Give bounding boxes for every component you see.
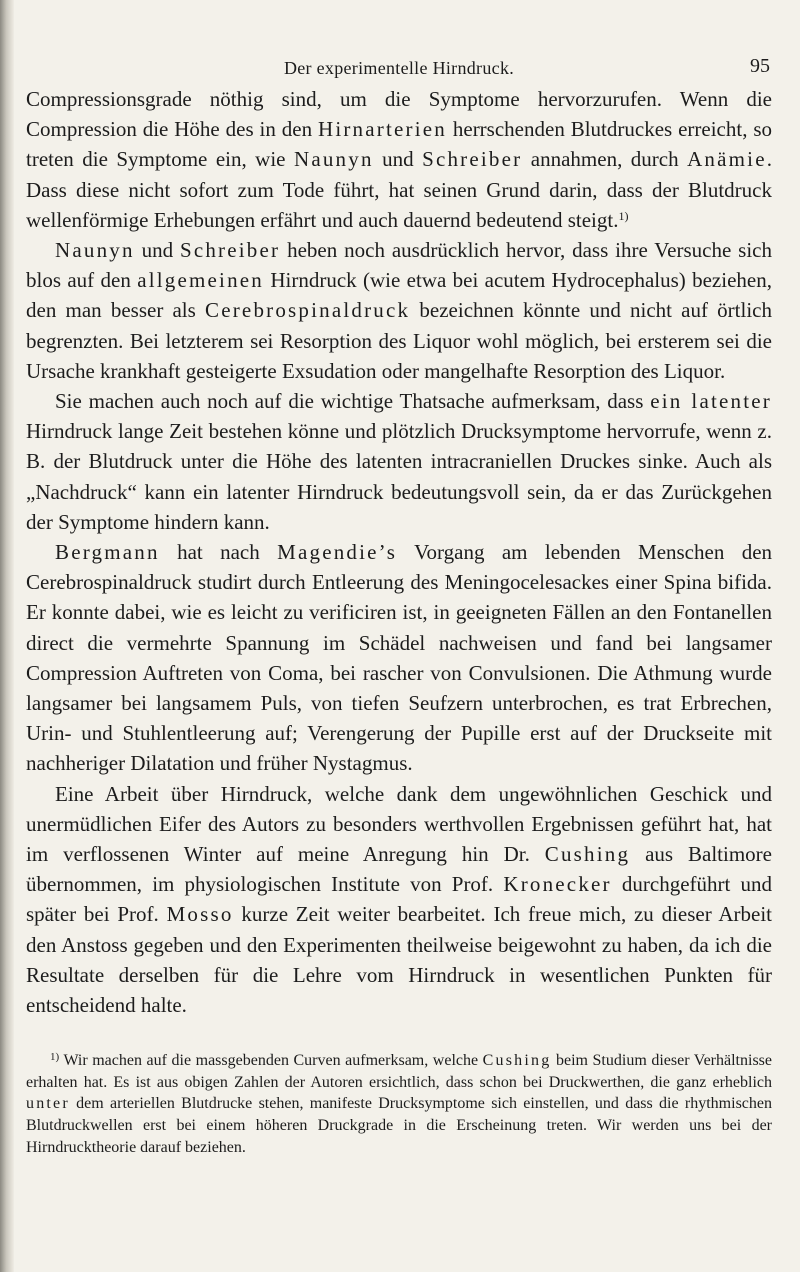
page-header <box>26 0 772 84</box>
spaced-name: Hirnarterien <box>317 117 447 142</box>
text-run: Wir machen auf die massgebenden Curven aufmerksam, welche <box>59 1052 483 1070</box>
text-run: Hirndruck (wie etwa bei acutem Hydrocephalus) beziehen, den man besser als <box>26 268 772 323</box>
text-run: Vorgang am lebenden Menschen den Cerebrospinaldruck studirt durch Entleerung des Meningocelesackes einer Spina bifida. Er konnte dabei, wie es leicht zu verificiren ist, in geeigneten Fällen an den Fontanellen direct die vermehrte Spannung im Schädel nachweisen und fand bei langsamer Compression Auftreten von Coma, bei rascher von Convulsionen. Die Athmung wurde langsamer bei langsamem Puls, von tiefen Seufzern unterbrochen, es trat Erbrechen, Urin- und Stuhlentleerung auf; Verengerung der Pupille erst auf der Druckseite mit nachheriger Dilatation und früher Nystagmus. <box>26 540 773 776</box>
body-text <box>26 84 772 1020</box>
text-run: durchgeführt und später bei Prof. <box>26 872 772 927</box>
footnote-marker: 1) <box>618 208 629 223</box>
running-title: Der experimentelle Hirndruck. <box>283 58 515 78</box>
spaced-name: ein latenter <box>650 389 772 414</box>
spaced-name: Cushing <box>482 1052 552 1070</box>
spaced-name: Cushing <box>544 842 631 867</box>
spaced-name: Cerebrospinaldruck <box>205 298 411 323</box>
spaced-name: Kronecker <box>503 872 612 897</box>
text-run: und <box>134 238 180 263</box>
text-run: Hirndruck lange Zeit bestehen könne und plötzlich Drucksymptome hervorrufe, wenn z. B. der Blutdruck unter die Höhe des latenten intracraniellen Druckes sinke. Auch als „Nachdruck“ kann ein latenter Hirndruck bedeutungsvoll sein, da er das Zurückgehen der Symptome hindern kann. <box>26 419 772 534</box>
footnote <box>26 1050 772 1158</box>
spaced-name: unter <box>26 1095 70 1113</box>
spaced-name: Schreiber <box>179 238 281 263</box>
text-run: beim Studium dieser Verhältnisse erhalten hat. Es ist aus obigen Zahlen der Autoren ersichtlich, dass schon bei Druckwerthen, die ganz erheblich <box>26 1052 773 1091</box>
text-run: annahmen, durch <box>522 147 688 172</box>
paragraph <box>26 386 772 537</box>
binding-edge-shadow <box>0 0 14 1272</box>
spaced-name: Anämie <box>687 147 767 172</box>
text-run: . Dass diese nicht sofort zum Tode führt, hat seinen Grund darin, dass der Blutdruck wellenförmige Erhebungen erfährt und auch dauernd bedeutend steigt. <box>26 147 772 232</box>
text-run: bezeichnen könnte und nicht auf örtlich begrenzten. Bei letzterem sei Resorption des Liquor wohl möglich, bei ersterem sei die Ursache krankhaft gesteigerte Exsudation oder mangelhafte Resorption des Liquor. <box>26 298 772 383</box>
text-run: und <box>373 147 423 172</box>
spaced-name: Magendie’s <box>277 540 398 565</box>
text-run: dem arteriellen Blutdrucke stehen, manifeste Drucksymptome sich einstellen, und dass die rhythmischen Blutdruckwellen erst bei einem höheren Druckgrade in die Erscheinung treten. Wir werden uns bei der Hirndrucktheorie darauf beziehen. <box>26 1095 772 1156</box>
spaced-name: allgemeinen <box>137 268 265 293</box>
paragraph <box>26 84 772 235</box>
text-run: hat nach <box>159 540 278 565</box>
text-run: Sie machen auch noch auf die wichtige Thatsache aufmerksam, dass <box>55 389 651 414</box>
text-run: Compressionsgrade nöthig sind, um die Symptome hervorzurufen. Wenn die Compression die Höhe des in den <box>26 87 772 142</box>
text-run: herrschenden Blutdruckes erreicht, so treten die Symptome ein, wie <box>26 117 773 172</box>
page-number: 95 <box>750 55 770 77</box>
spaced-name: Schreiber <box>422 147 523 172</box>
spaced-name: Bergmann <box>55 540 160 565</box>
text-run: aus Baltimore übernommen, im physiologischen Institute von Prof. <box>26 842 772 897</box>
spaced-name: Naunyn <box>55 238 135 263</box>
text-run: kurze Zeit weiter bearbeitet. Ich freue mich, zu dieser Arbeit den Anstoss gegeben und den Experimenten theilweise beigewohnt zu haben, da ich die Resultate derselben für die Lehre vom Hirndruck in wesentlichen Punkten für entscheidend halte. <box>26 902 772 1018</box>
spaced-name: Mosso <box>166 902 234 927</box>
footnotes <box>26 1050 772 1158</box>
paragraph <box>26 779 772 1021</box>
spaced-name: Naunyn <box>293 147 374 172</box>
footnote-marker: 1) <box>50 1051 60 1064</box>
book-page <box>26 0 772 1272</box>
paragraph <box>26 537 772 779</box>
text-run: heben noch ausdrücklich hervor, dass ihre Versuche sich blos auf den <box>26 238 772 293</box>
text-run: Eine Arbeit über Hirndruck, welche dank dem ungewöhnlichen Geschick und unermüdlichen Eifer des Autors zu besonders werthvollen Ergebnissen geführt hat, hat im verflossenen Winter auf meine Anregung hin Dr. <box>26 781 772 867</box>
paragraph <box>26 235 772 386</box>
